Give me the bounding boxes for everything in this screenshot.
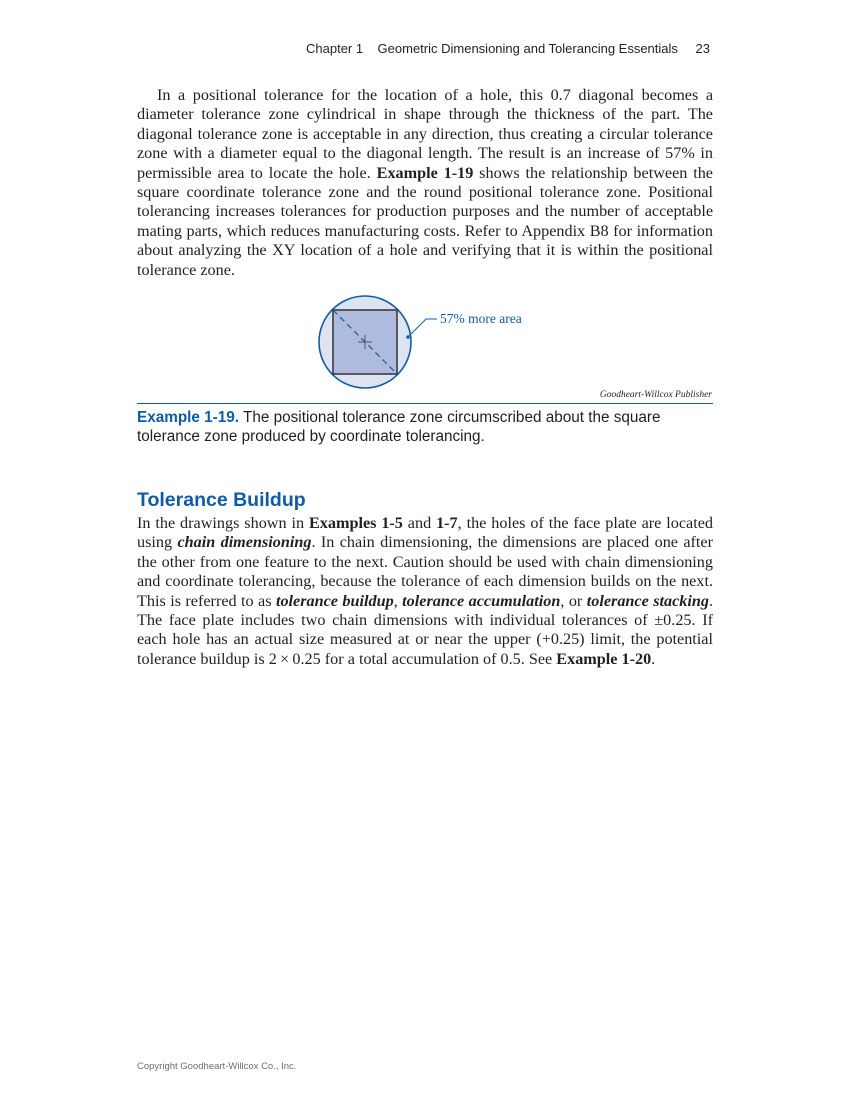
key-term: chain dimensioning [177, 533, 312, 552]
text: and [402, 514, 437, 532]
caption-text: The positional tolerance zone circumscribed about the square tolerance zone produced by coordinate tolerancing. [137, 409, 661, 445]
copyright-footer: Copyright Goodheart-Willcox Co., Inc. [137, 1061, 297, 1072]
example-reference: 1-7 [436, 514, 458, 532]
leader-dot [406, 335, 410, 339]
figure-label: 57% more area [440, 311, 522, 326]
text: , [393, 591, 403, 610]
text: , the holes of the face plate are located using [137, 514, 714, 552]
example-reference: Example 1-20 [556, 649, 652, 668]
running-head [306, 41, 710, 56]
text: . The face plate includes two chain dimensions with individual tolerances of ±0.25. If each hole has an actual size measured at or near the upper (+0.25) limit, the potential tolerance buildup is 2 × 0.25 for a total accumulation of 0.5. See [137, 591, 714, 668]
key-term: tolerance stacking [586, 591, 709, 610]
text: In the drawings shown in [137, 514, 309, 532]
page-number: 23 [695, 41, 710, 56]
text: shows the relationship between the square coordinate tolerance zone and the round positional tolerance zone. Positional tolerancing increases tolerances for production purposes and the number of acceptable mating parts, which reduces manufacturing costs. Refer to Appendix B8 for information about analyzing the XY location of a hole and verifying that it is within the positional tolerance zone. [137, 163, 713, 279]
text: In a positional tolerance for the location of a hole, this 0.7 diagonal becomes a diameter tolerance zone cylindrical in shape through the thickness of the part. The diagonal tolerance zone is acceptable in any direction, thus creating a circular tolerance zone with a diameter equal to the diagonal length. The result is an increase of 57% in permissible area to locate the hole. [137, 86, 713, 182]
caption-label: Example 1-19. [137, 409, 240, 426]
chapter-number: Chapter 1 [306, 41, 364, 56]
example-reference: Example 1-19 [376, 163, 474, 182]
section-heading: Tolerance Buildup [137, 489, 306, 511]
caption-rule [137, 403, 713, 404]
text: , or [560, 591, 587, 610]
figure-caption [137, 408, 713, 446]
tolerance-zone-diagram [300, 288, 560, 398]
leader-line [408, 319, 437, 337]
chapter-title: Geometric Dimensioning and Tolerancing Essentials [377, 41, 678, 56]
figure-tolerance-zone [300, 288, 560, 398]
text: . [651, 649, 656, 668]
key-term: tolerance buildup [275, 591, 394, 610]
paragraph-positional-tolerance [137, 86, 713, 280]
paragraph-tolerance-buildup [137, 514, 713, 669]
key-term: tolerance accumulation [402, 591, 561, 610]
example-reference: Examples 1-5 [308, 514, 403, 532]
figure-credit: Goodheart-Willcox Publisher [599, 390, 712, 400]
text: . In chain dimensioning, the dimensions are placed one after the other from one feature to the next. Caution should be used with chain dimensioning and coordinate tolerancing, because the tolerance of each dimension builds on the next. This is referred to as [137, 533, 713, 610]
